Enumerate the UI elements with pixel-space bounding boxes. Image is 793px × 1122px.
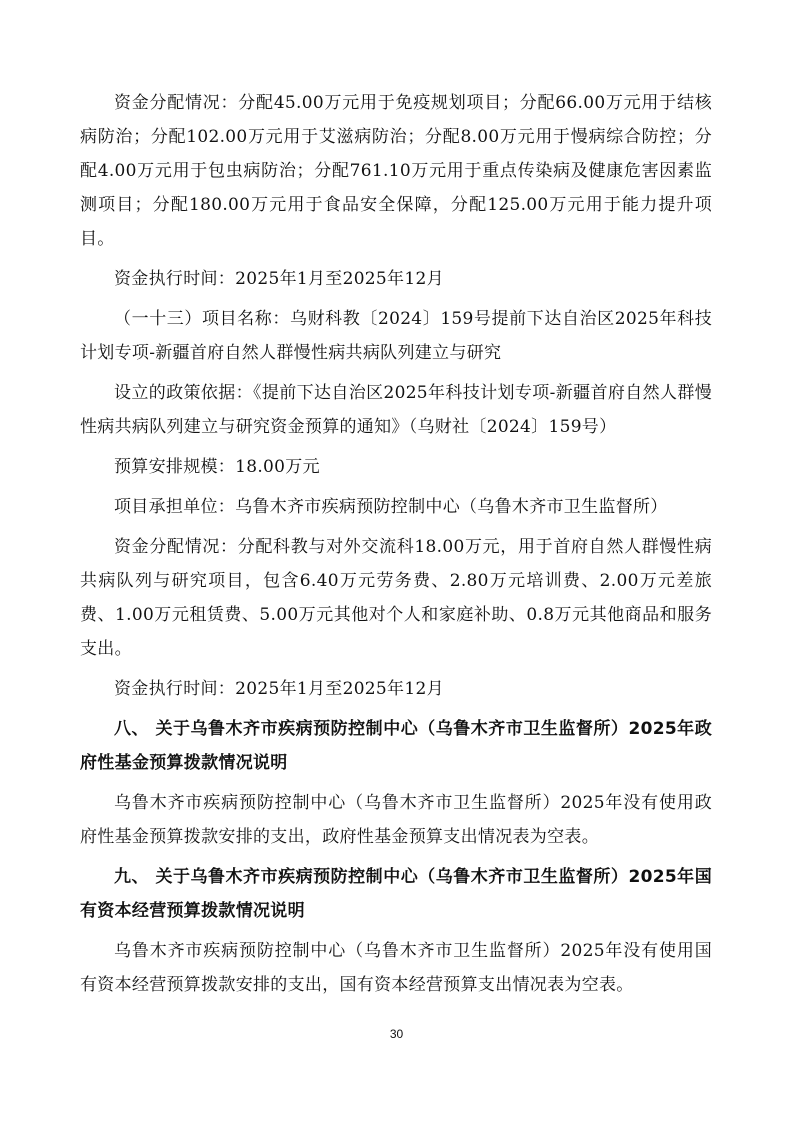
page-number: 30: [389, 1027, 404, 1041]
undertaking-unit-paragraph: 项目承担单位：乌鲁木齐市疾病预防控制中心（乌鲁木齐市卫生监督所）: [114, 497, 668, 517]
execution-time-paragraph: 资金执行时间：2025年1月至2025年12月: [114, 269, 444, 289]
project-name-paragraph: （一十三）项目名称：乌财科教〔2024〕159号提前下达自治区2025年科技计划专项-新疆首府自然人群慢性病共病队列建立与研究: [80, 309, 712, 363]
funding-allocation-paragraph: 资金分配情况：分配45.00万元用于免疫规划项目；分配66.00万元用于结核病防治；分配102.00万元用于艾滋病防治；分配8.00万元用于慢病综合防控；分配4.00万元用于包虫病防治；分配761.10万元用于重点传染病及健康危害因素监测项目；分配180.00万元用于食品安全保障，分配125.00万元用于能力提升项目。: [80, 93, 712, 249]
section-body-paragraph: 乌鲁木齐市疾病预防控制中心（乌鲁木齐市卫生监督所）2025年没有使用国有资本经营预算拨款安排的支出，国有资本经营预算支出情况表为空表。: [80, 941, 712, 995]
funding-allocation-paragraph: 资金分配情况：分配科教与对外交流科18.00万元，用于首府自然人群慢性病共病队列与研究项目，包含6.40万元劳务费、2.80万元培训费、2.00万元差旅费、1.00万元租赁费、5.00万元其他对个人和家庭补助、0.8万元其他商品和服务支出。: [80, 537, 712, 659]
budget-scale-paragraph: 预算安排规模：18.00万元: [114, 457, 320, 477]
section-heading: 八、 关于乌鲁木齐市疾病预防控制中心（乌鲁木齐市卫生监督所）2025年政府性基金预算拨款情况说明: [80, 719, 712, 773]
section-body-paragraph: 乌鲁木齐市疾病预防控制中心（乌鲁木齐市卫生监督所）2025年没有使用政府性基金预算拨款安排的支出，政府性基金预算支出情况表为空表。: [80, 793, 712, 847]
document-body: [80, 86, 712, 1008]
policy-basis-paragraph: 设立的政策依据：《提前下达自治区2025年科技计划专项-新疆首府自然人群慢性病共病队列建立与研究资金预算的通知》（乌财社〔2024〕159号）: [80, 383, 712, 437]
section-heading: 九、 关于乌鲁木齐市疾病预防控制中心（乌鲁木齐市卫生监督所）2025年国有资本经营预算拨款情况说明: [80, 867, 712, 921]
execution-time-paragraph: 资金执行时间：2025年1月至2025年12月: [114, 679, 444, 699]
